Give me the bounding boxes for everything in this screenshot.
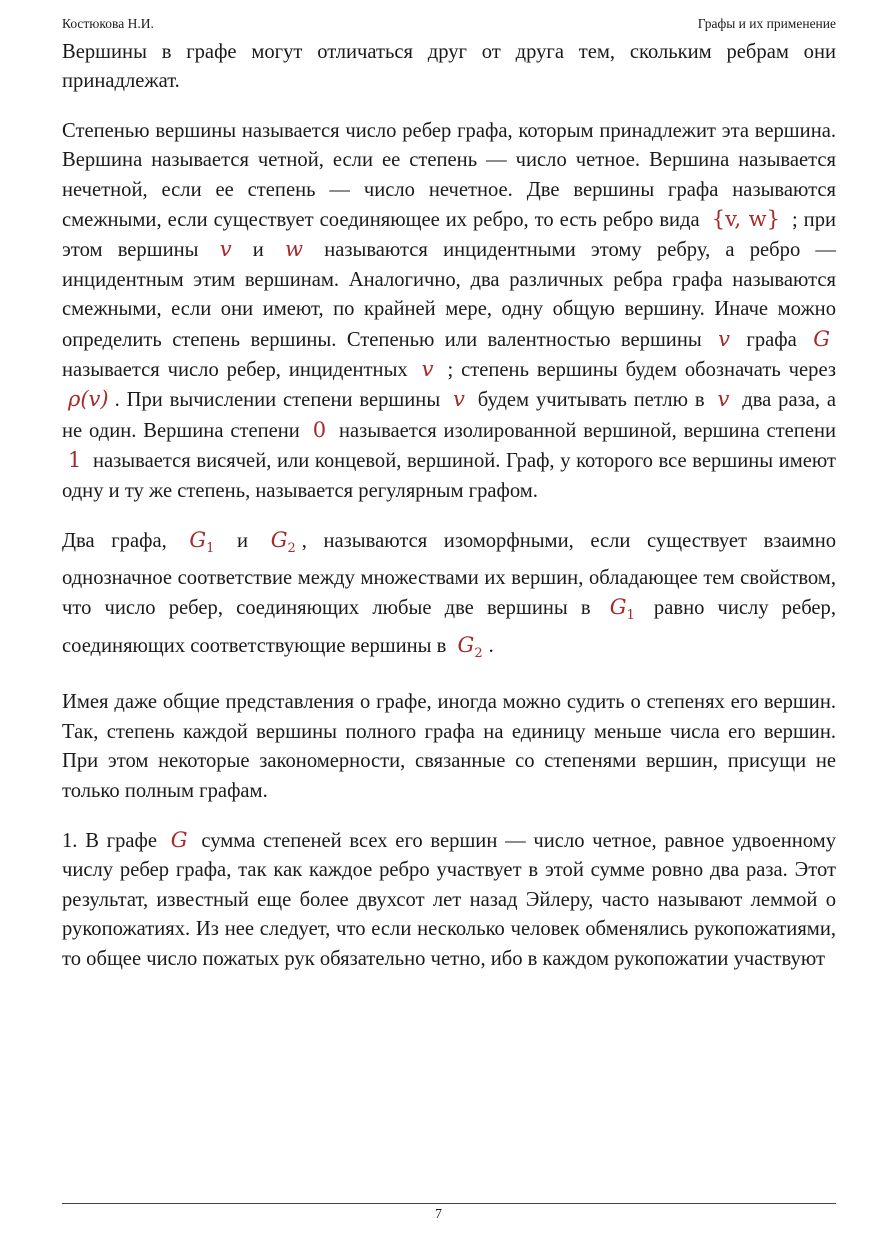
paragraph-1: Вершины в графе могут отличаться друг от друга тем, скольким ребрам они принадлежат. xyxy=(62,41,836,93)
text-run: называется изолированной вершиной, вершина степени xyxy=(338,419,837,442)
math-edge-vw: {v, w} xyxy=(711,207,780,232)
paragraph-3 xyxy=(62,526,836,668)
math-v: v xyxy=(717,387,730,412)
math-G2: $G_2$ xyxy=(457,632,483,661)
math-one: 1 xyxy=(68,448,82,473)
text-run: . При вычислении степени вершины xyxy=(114,389,441,412)
header-title: Графы и их применение xyxy=(697,16,836,31)
text-run: ; при этом вершины xyxy=(62,209,837,262)
footer-divider xyxy=(62,1203,836,1204)
document-body xyxy=(62,38,836,994)
text-run: ; степень вершины будем обозначать через xyxy=(447,359,836,382)
math-zero: 0 xyxy=(312,417,327,442)
header-author: Костюкова Н.И. xyxy=(62,16,154,31)
text-run: графа xyxy=(746,328,797,351)
math-v: v xyxy=(453,387,465,412)
paragraph-5 xyxy=(62,826,836,974)
text-run: Два графа, xyxy=(62,530,167,553)
math-v: v xyxy=(421,357,434,382)
math-w: w xyxy=(285,237,303,262)
page-number: 7 xyxy=(435,1207,442,1222)
math-G1: $G_1$ xyxy=(189,528,215,557)
math-G: G xyxy=(813,326,830,351)
text-run: называются инцидентными этому ребру, а ребро — инцидентным этим вершинам. Аналогично, два различных ребра графа называются смежными, если они имеют, по крайней мере, одну общую вершину. Иначе можно определить степень вершины. Степенью или валентностью вершины xyxy=(62,239,837,351)
text-run: , называются изоморфными, если существует взаимно однозначное соответствие между множествами их вершин, обладающее тем свойством, что число ребер, соединяющих любые две вершины в xyxy=(62,530,837,620)
page-header xyxy=(62,16,836,36)
text-run: называется число ребер, инцидентных xyxy=(62,359,408,382)
text-run: 1. В графе xyxy=(62,829,158,852)
math-G1: $G_1$ xyxy=(609,595,635,624)
text-run: равно числу ребер, соединяющих соответствующие вершины в xyxy=(62,597,836,657)
paragraph-2 xyxy=(62,117,836,506)
math-rho-v: ρ(v) xyxy=(68,387,109,412)
text-run: сумма степеней всех его вершин — число четное, равное удвоенному числу ребер графа, так как каждое ребро участвует в этой сумме ровно два раза. Этот результат, известный еще более двухсот лет назад Эйлеру, часто называют леммой о рукопожатиях. Из нее следует, что если несколько человек обменялись рукопожатиями, то общее число пожатых рук обязательно четно, ибо в каждом рукопожатии участвуют xyxy=(62,829,836,970)
text-run: . xyxy=(488,634,494,657)
text-run: два раза, а не один. Вершина степени xyxy=(62,389,837,442)
paragraph-4: Имея даже общие представления о графе, иногда можно судить о степенях его вершин. Так, степень каждой вершины полного графа на единицу меньше числа его вершин. При этом некоторые закономерности, связанные со степенями вершин, присущи не только полным графам. xyxy=(62,691,836,802)
text-run: будем учитывать петлю в xyxy=(477,389,705,412)
math-v: v xyxy=(718,326,730,351)
math-v: v xyxy=(219,237,232,262)
text-run: Степенью вершины называется число ребер графа, которым принадлежит эта вершина. Вершина называется четной, если ее степень — число четное. Вершина называется нечетной, если ее степень — число нечетное. Две вершины графа называются смежными, если существует соединяющее их ребро, то есть ребро вида xyxy=(62,119,836,232)
text-run: называется висячей, или концевой, вершиной. Граф, у которого все вершины имеют одну и ту же степень, называется регулярным графом. xyxy=(62,450,836,502)
text-run: и xyxy=(252,239,264,262)
math-G: G xyxy=(170,827,188,852)
text-run: и xyxy=(237,530,249,553)
math-G2: $G_2$ xyxy=(270,528,296,557)
